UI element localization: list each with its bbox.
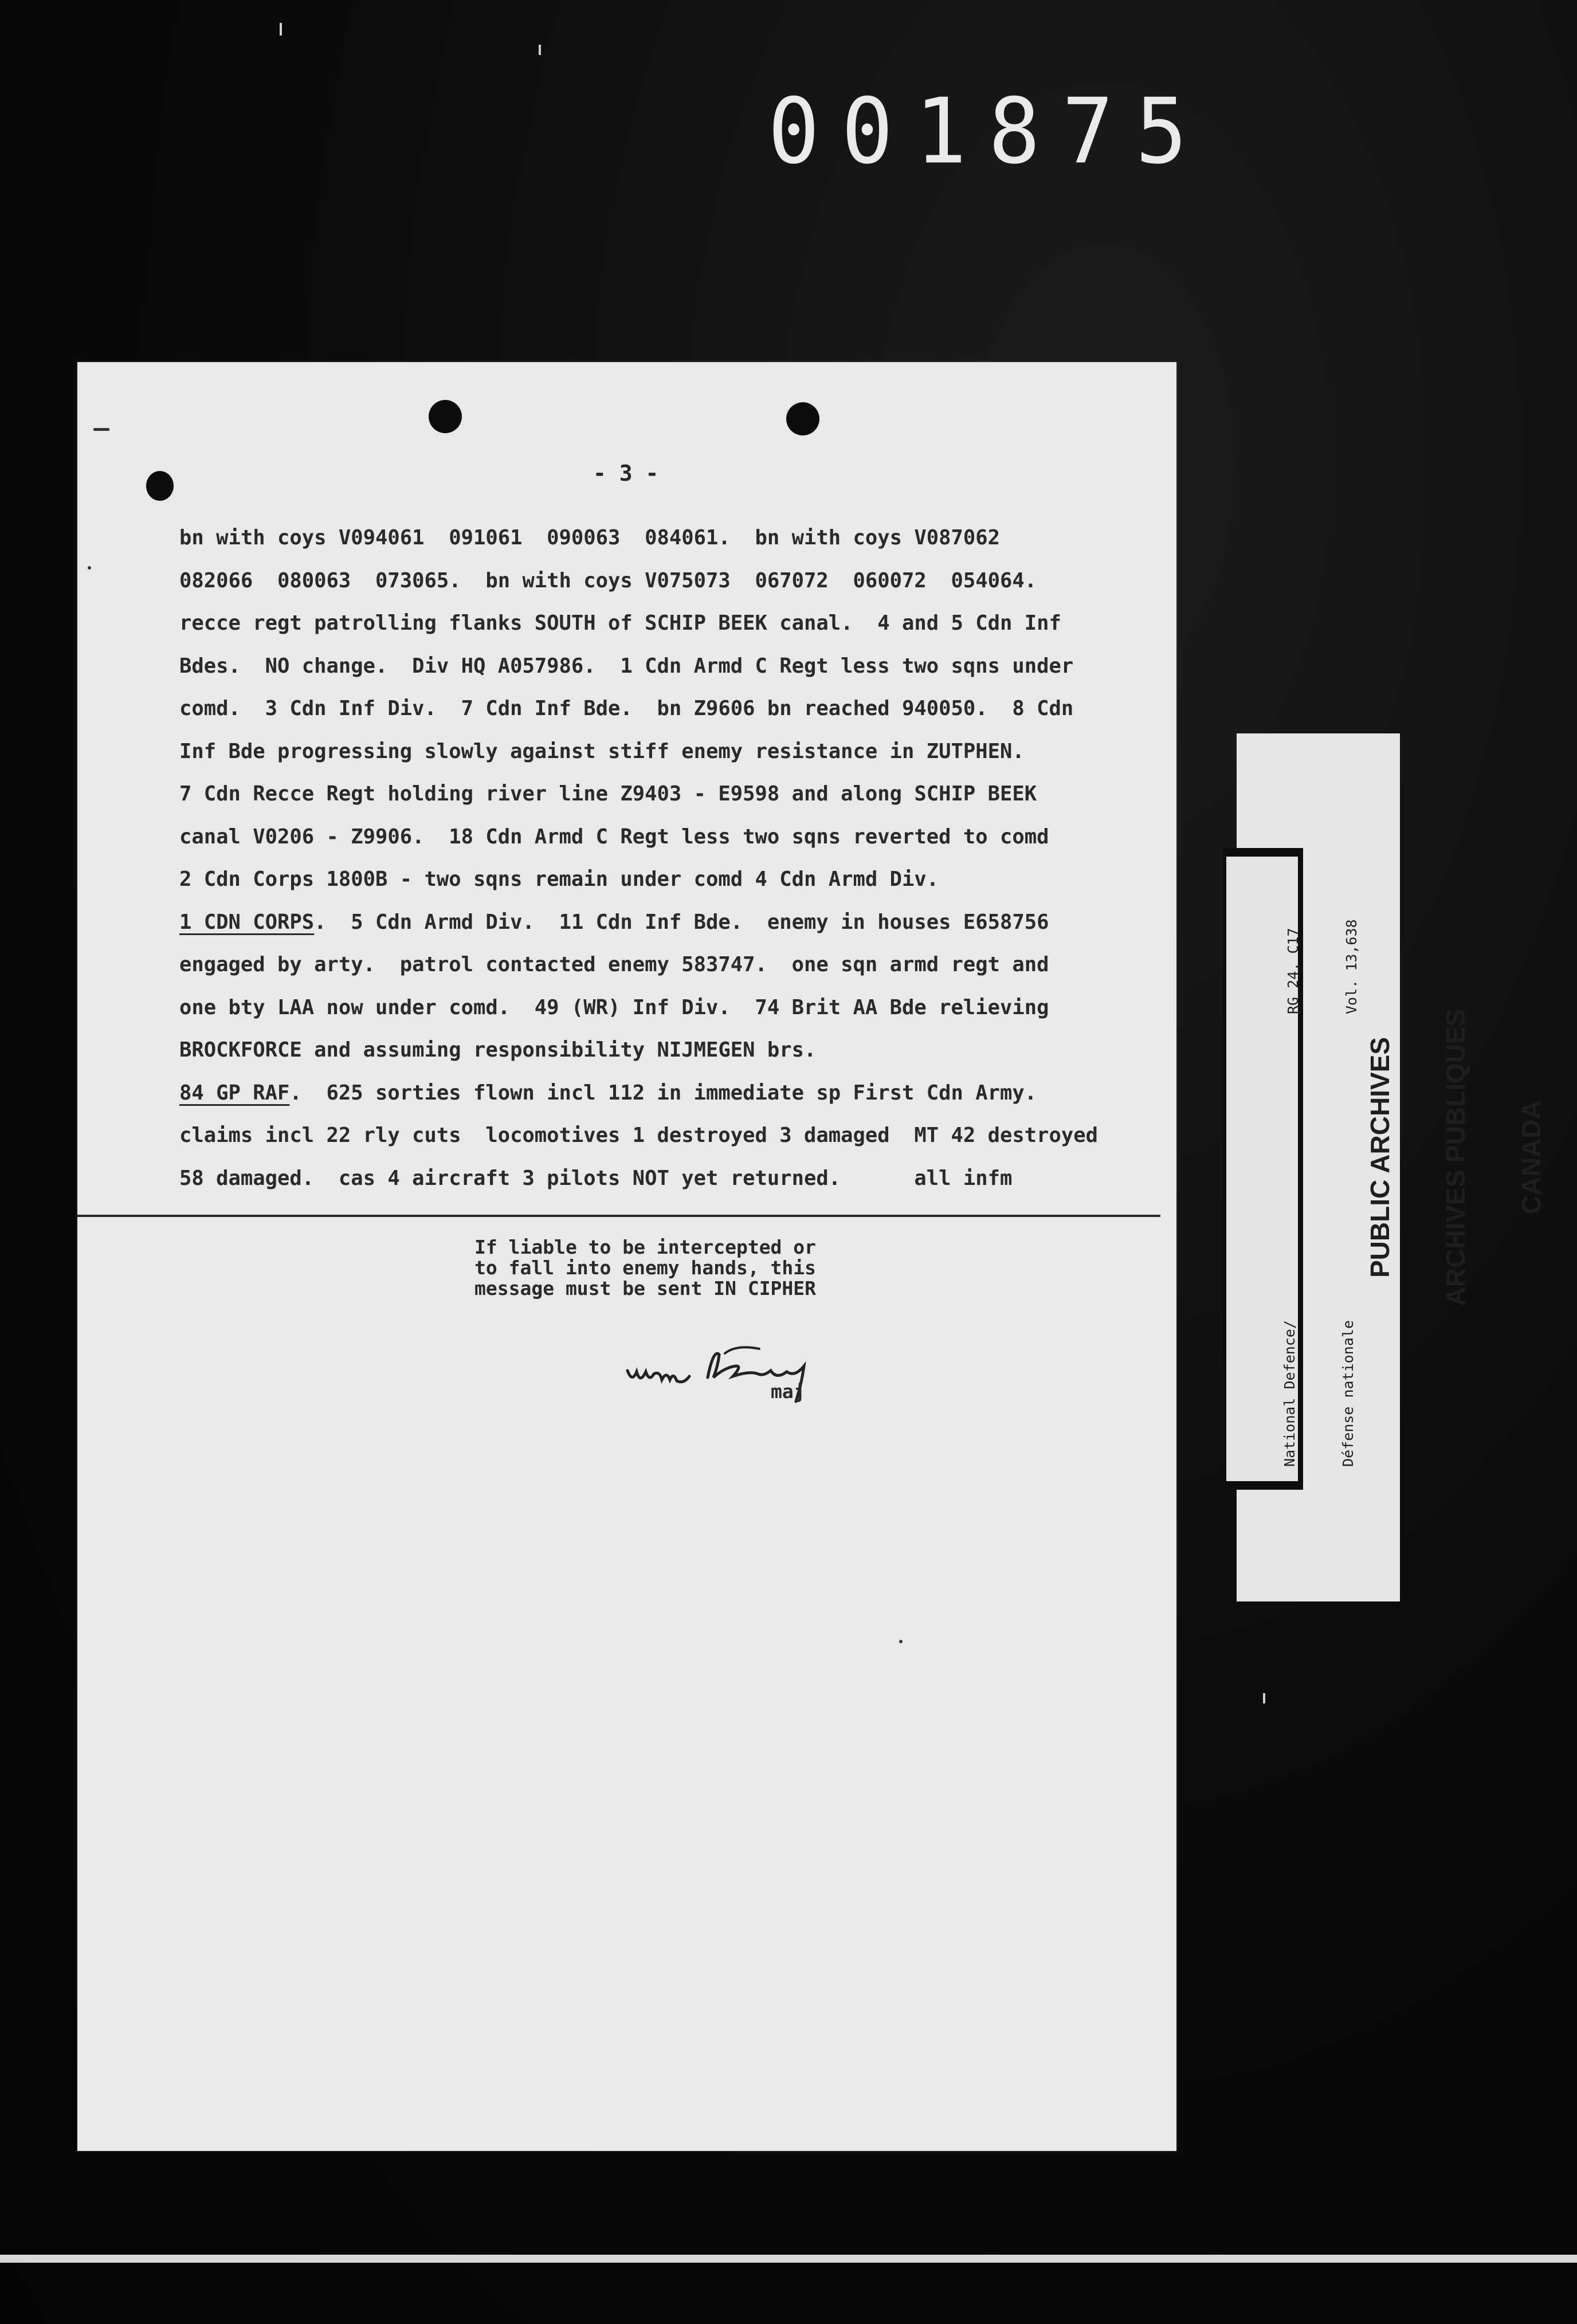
department-line: Défense nationale [1340, 1320, 1356, 1467]
body-line: claims incl 22 rly cuts locomotives 1 destroyed 3 damaged MT 42 destroyed [179, 1124, 1098, 1147]
form-divider-line [77, 1215, 1160, 1217]
body-line [179, 901, 1154, 944]
body-line: 2 Cdn Corps 1800B - two sqns remain under comd 4 Cdn Armd Div. [179, 867, 939, 891]
section-heading: 1 CDN CORPS [179, 910, 315, 934]
film-edge-strip [0, 2255, 1577, 2263]
punch-hole [786, 402, 819, 435]
body-line: 082066 080063 073065. bn with coys V075073 067072 060072 054064. [179, 568, 1037, 592]
body-line: BROCKFORCE and assuming responsibility NIJMEGEN brs. [179, 1038, 817, 1062]
notice-line: If liable to be intercepted or [474, 1236, 817, 1258]
film-scratch-mark [539, 45, 541, 55]
film-scratch-mark [1263, 1693, 1265, 1703]
department-line: National Defence/ [1281, 1320, 1298, 1467]
body-line: canal V0206 - Z9906. 18 Cdn Armd C Regt less two sqns reverted to comd [179, 825, 1049, 849]
organization-line: PUBLIC ARCHIVES [1365, 1037, 1395, 1278]
body-line: 58 damaged. cas 4 aircraft 3 pilots NOT yet returned. all infm [179, 1166, 1013, 1190]
body-line: Inf Bde progressing slowly against stiff enemy resistance in ZUTPHEN. [179, 739, 1025, 763]
organization-line: CANADA [1516, 1100, 1546, 1215]
body-line: recce regt patrolling flanks SOUTH of SCHIP BEEK canal. 4 and 5 Cdn Inf [179, 611, 1061, 635]
reference-line: Vol. 13,638 [1343, 919, 1360, 1014]
punch-hole [146, 471, 174, 501]
cipher-notice [474, 1237, 933, 1299]
ink-speck [93, 428, 109, 431]
organization-line: ARCHIVES PUBLIQUES [1441, 1008, 1470, 1306]
body-line: 7 Cdn Recce Regt holding river line Z9403 - E9598 and along SCHIP BEEK [179, 782, 1037, 806]
body-line: one bty LAA now under comd. 49 (WR) Inf Div. 74 Brit AA Bde relieving [179, 995, 1049, 1019]
body-line [179, 1072, 1154, 1115]
punch-hole [429, 400, 462, 433]
page-number: - 3 - [593, 461, 659, 486]
body-text: . 625 sorties flown incl 112 in immediate sp First Cdn Army. [289, 1081, 1037, 1105]
handwritten-signature [616, 1330, 891, 1411]
section-heading: 84 GP RAF [179, 1081, 290, 1105]
film-scratch-mark [280, 23, 282, 36]
body-line: engaged by arty. patrol contacted enemy 583747. one sqn armd regt and [179, 953, 1049, 976]
signatory-rank: maj [771, 1380, 805, 1403]
archive-organization [1317, 997, 1569, 1318]
body-text: . 5 Cdn Armd Div. 11 Cdn Inf Bde. enemy in houses E658756 [314, 910, 1049, 934]
message-body [179, 517, 1154, 1200]
archive-department [1241, 1320, 1378, 1467]
body-line: bn with coys V094061 091061 090063 084061. bn with coys V087062 [179, 526, 1000, 549]
notice-line: to fall into enemy hands, this [474, 1257, 817, 1279]
notice-line: message must be sent IN CIPHER [474, 1277, 817, 1300]
ink-speck [88, 566, 91, 570]
frame-number: 001875 [768, 79, 1209, 184]
body-line: comd. 3 Cdn Inf Div. 7 Cdn Inf Bde. bn Z9606 bn reached 940050. 8 Cdn [179, 697, 1074, 720]
body-line: Bdes. NO change. Div HQ A057986. 1 Cdn Armd C Regt less two sqns under [179, 654, 1074, 678]
reference-line: RG 24, C17 [1285, 928, 1301, 1014]
ink-speck [899, 1640, 903, 1643]
document-page [77, 362, 1176, 2151]
